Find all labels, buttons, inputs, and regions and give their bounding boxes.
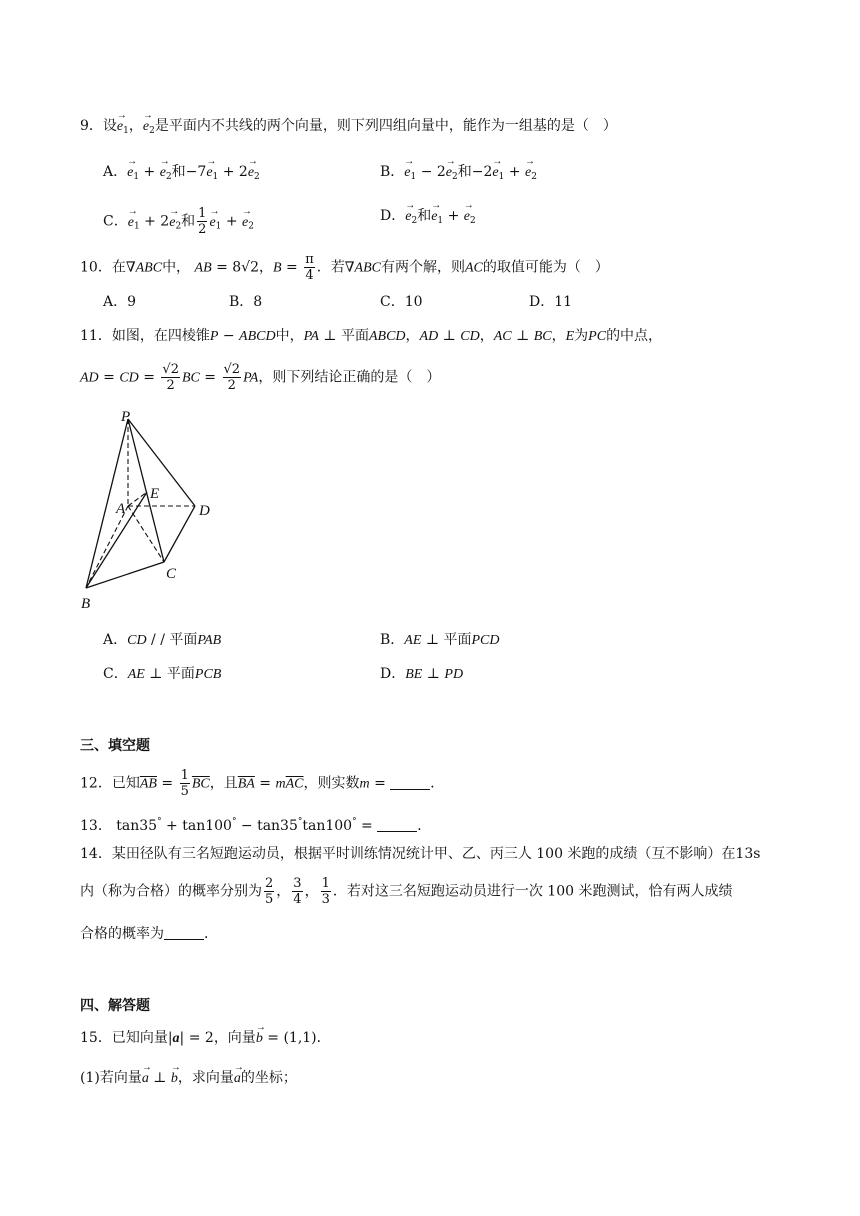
section-answer-title: 四、解答题 <box>80 998 150 1014</box>
q12-stem: 12．已知$\overline{AB}$ = $\frac{1}{5}$ $\overline{BC}$，且$\overline{BA} = m\overline{AC}$，则实数m = ． <box>80 768 445 799</box>
fraction: $\frac{√2}{2}$ <box>162 362 179 393</box>
section-fill-in-title: 三、填空题 <box>80 738 150 754</box>
label-p: P <box>121 409 131 425</box>
q12-a: 12．已知 <box>80 775 140 792</box>
q9-stem-b: 是平面内不共线的两个向量，则下列四组向量中，能作为一组基的是（ ） <box>154 118 617 134</box>
q10-option-b[interactable]: B．8 <box>229 294 263 310</box>
q9-option-c[interactable]: C．→ $e_1 + 2\to e_2$和 $\frac{1}{2}$ → $e_1$ + → $e_2$ <box>103 206 254 237</box>
option-label: B． <box>380 164 405 180</box>
q14-line2: 内（称为合格）的概率分别为 $\frac{2}{5}$ ， $\frac{3}{4}$ ， $\frac{1}{3}$ ．若对这三名短跑运动员进行一次 100 米跑测试，恰有两人成绩 <box>80 876 733 907</box>
q11-option-a[interactable]: A．CD / / 平面PAB <box>103 632 222 648</box>
fraction: $\frac{1}{3}$ <box>321 876 330 907</box>
and-word: 和 <box>181 213 196 230</box>
fraction: $\frac{\pi}{4}$ <box>305 252 314 283</box>
q11-option-d[interactable]: D．BE ⊥ PD <box>380 666 464 682</box>
q13-end: ． <box>417 818 432 834</box>
q11-mid: 的中点， <box>606 328 663 344</box>
plane-word: 平面 <box>340 328 369 344</box>
option-label: D． <box>380 666 406 682</box>
q11-stem-line1: 11．如图，在四棱锥P − ABCD中，PA ⊥ 平面ABCD，AD ⊥ CD，AC ⊥ BC，E为PC的中点， <box>80 328 663 344</box>
option-label: D． <box>380 208 406 224</box>
q14-line2b: ．若对这三名短跑运动员进行一次 100 米跑测试，恰有两人成绩 <box>332 883 733 900</box>
q15-end: ． <box>316 1030 331 1046</box>
label-c: C <box>166 566 177 582</box>
edge-ac <box>128 506 164 562</box>
and-word: 和 <box>457 164 472 180</box>
fraction: $\frac{1}{2}$ <box>198 206 207 237</box>
q10-num: 10．在 <box>80 259 126 276</box>
q14-line3-text: 合格的概率为 <box>80 926 164 942</box>
q10-option-c[interactable]: C．10 <box>380 294 423 310</box>
q15-1-c: 的坐标； <box>240 1070 297 1086</box>
option-label: C． <box>103 666 128 682</box>
q14-end: ． <box>204 926 218 942</box>
fraction: $\frac{1}{5}$ <box>180 768 189 799</box>
and-word: 和 <box>171 164 186 180</box>
label-e: E <box>150 486 160 502</box>
q10-option-a[interactable]: A．9 <box>103 294 137 310</box>
q10-stem: 10．在∇ABC中， AB = 8√2，B = $\frac{\pi}{4}$ ．若∇ABC有两个解，则AC的取值可能为（ ） <box>80 252 609 283</box>
option-label: C． <box>103 213 128 230</box>
q9-option-a[interactable]: A．→ $e_1$ + → $e_2$和$-7\to e_1 + 2\to e_2$ <box>103 162 260 187</box>
q10-mid2: ．若 <box>316 259 345 276</box>
q12-b: ，且 <box>209 775 238 792</box>
answer-blank[interactable] <box>390 775 430 790</box>
answer-blank[interactable] <box>377 817 417 832</box>
q14-line3 <box>80 924 218 944</box>
q14-line2a: 内（称为合格）的概率分别为 <box>80 883 262 900</box>
q10-mid1: 中， <box>162 259 191 276</box>
q12-c: ，则实数 <box>303 775 360 792</box>
fraction: $\frac{3}{4}$ <box>293 876 302 907</box>
q11-option-b[interactable]: B．AE ⊥ 平面PCD <box>380 632 500 648</box>
and-word: 和 <box>417 208 432 224</box>
fraction: $\frac{2}{5}$ <box>265 876 274 907</box>
plane-word: 平面 <box>443 632 472 648</box>
edge-cd <box>164 506 195 562</box>
q13-stem: 13． tan35° + tan100° − tan35°tan100° = ． <box>80 817 432 834</box>
q15-1-b: ，求向量 <box>177 1070 234 1086</box>
q9-option-b[interactable]: B．→ $e_1 - 2\to e_2$和$-2\to e_1$ + → $e_2$ <box>380 162 537 187</box>
pyramid-figure <box>75 405 235 615</box>
q11-line1: 11．如图，在四棱锥 <box>80 328 210 344</box>
q12-d: ． <box>430 775 445 792</box>
label-a: A <box>116 501 126 517</box>
plane-word: 平面 <box>169 632 198 648</box>
q15-1-a: (1)若向量 <box>80 1070 142 1086</box>
q15-stem: 15．已知向量|a| = 2，向量→ b = (1,1)． <box>80 1028 331 1049</box>
q9-option-d[interactable]: D．→ $e_2$和→ $e_1$ + → $e_2$ <box>380 206 476 231</box>
option-label: B． <box>380 632 405 648</box>
q11-option-c[interactable]: C．AE ⊥ 平面PCB <box>103 666 222 682</box>
q14-line1: 14．某田径队有三名短跑运动员，根据平时训练情况统计甲、乙、丙三人 100 米跑的成绩（互不影响）在13s <box>80 846 761 862</box>
segment-ae <box>128 492 147 506</box>
option-label: A． <box>103 632 128 648</box>
q10-mid3: 有两个解，则 <box>380 259 465 276</box>
q9-stem-a: 9．设 <box>80 118 117 134</box>
q11-stem-line2: AD = CD = $\frac{√2}{2}$ BC = $\frac{√2}{2}$ PA，则下列结论正确的是（ ） <box>80 362 441 393</box>
label-b: B <box>81 596 91 612</box>
q13-num: 13． <box>80 818 112 834</box>
plane-word: 平面 <box>166 666 195 682</box>
q9-stem: 9．设→ $e_1$，→ $e_2$是平面内不共线的两个向量，则下列四组向量中，能作为一组基的是（ ） <box>80 116 617 141</box>
q11-tail: ，则下列结论正确的是（ ） <box>258 369 441 386</box>
fraction: $\frac{√2}{2}$ <box>223 362 241 393</box>
q10-option-d[interactable]: D．11 <box>529 294 573 310</box>
q15-b: ，向量 <box>213 1030 256 1046</box>
label-d: D <box>199 503 210 519</box>
option-label: A． <box>103 164 128 180</box>
q15-part1: (1)若向量→ a ⊥ → b，求向量→ a的坐标； <box>80 1068 297 1089</box>
edge-pd <box>128 419 195 506</box>
answer-blank[interactable] <box>164 925 204 940</box>
q10-mid4: 的取值可能为（ ） <box>482 259 609 276</box>
q15-a: 15．已知向量 <box>80 1030 168 1046</box>
